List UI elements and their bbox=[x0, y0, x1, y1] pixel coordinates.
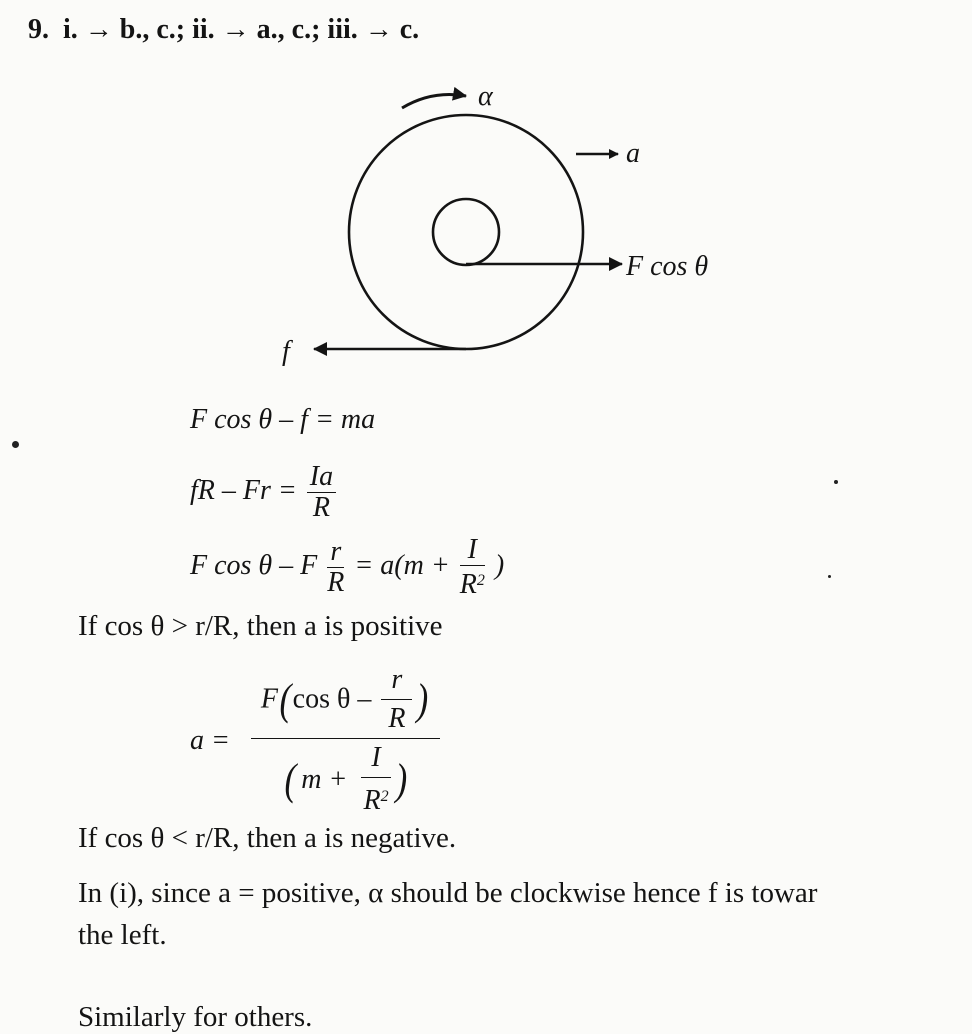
formula-exponent: 2 bbox=[380, 788, 389, 805]
friction-label: f bbox=[282, 336, 290, 367]
outer-wheel bbox=[349, 115, 583, 349]
paren-open: ( bbox=[284, 754, 296, 804]
closing-remark: Similarly for others. bbox=[78, 1001, 313, 1033]
formula-I: I bbox=[361, 743, 390, 778]
formula-lhs: a = bbox=[190, 724, 230, 756]
eq3-exponent: 2 bbox=[476, 572, 485, 589]
eq3-end: ) bbox=[494, 549, 505, 581]
eq3-denominator: R bbox=[327, 567, 345, 598]
eq3-fraction-2 bbox=[460, 535, 485, 600]
a-label: a bbox=[626, 138, 640, 169]
equation-force: F cos θ – f = ma bbox=[190, 404, 376, 435]
paren-close: ) bbox=[416, 674, 429, 724]
eq3-numerator-2: I bbox=[460, 535, 485, 566]
alpha-label: α bbox=[478, 81, 493, 112]
eq3-numerator: r bbox=[327, 537, 344, 568]
eq3-mid: = a(m + bbox=[354, 549, 450, 581]
inner-axle bbox=[433, 199, 499, 265]
equation-torque bbox=[190, 462, 339, 523]
eq3-fraction-1 bbox=[327, 537, 344, 598]
rolling-spool-diagram bbox=[270, 70, 750, 380]
explanation-line-2: the left. bbox=[78, 919, 167, 951]
eq2-left: fR – Fr = bbox=[190, 474, 297, 506]
eq2-denominator: R bbox=[312, 492, 330, 523]
solution-heading bbox=[28, 14, 419, 46]
eq2-fraction bbox=[307, 462, 336, 523]
formula-numerator bbox=[251, 665, 440, 739]
acceleration-formula bbox=[190, 665, 440, 816]
alpha-arrow bbox=[402, 95, 466, 109]
condition-negative: If cos θ < r/R, then a is negative. bbox=[78, 822, 457, 854]
explanation-line-1: In (i), since a = positive, α should be clockwise hence f is towar bbox=[78, 877, 818, 909]
formula-m: m + bbox=[301, 763, 348, 795]
eq3-denominator-2: $R^2$ bbox=[459, 569, 485, 600]
scan-speck bbox=[12, 441, 19, 448]
formula-cos: cos θ – bbox=[292, 683, 372, 715]
formula-R2: $R^2$ bbox=[363, 785, 389, 816]
paren-open: ( bbox=[279, 674, 292, 724]
formula-I-over-R2 bbox=[361, 743, 390, 816]
formula-denominator bbox=[251, 739, 440, 816]
scan-speck bbox=[828, 575, 831, 578]
formula-fraction bbox=[251, 665, 440, 816]
paren-close: ) bbox=[395, 754, 407, 804]
answer-key: i. → b., c.; ii. → a., c.; iii. → c. bbox=[63, 14, 420, 45]
eq2-numerator: Ia bbox=[307, 462, 336, 493]
formula-R: R bbox=[388, 703, 406, 734]
scan-speck bbox=[834, 480, 838, 484]
force-label: F cos θ bbox=[626, 251, 709, 282]
question-number: 9. bbox=[28, 14, 49, 45]
condition-positive: If cos θ > r/R, then a is positive bbox=[78, 610, 443, 642]
formula-F: F bbox=[260, 683, 279, 715]
eq3-left: F cos θ – F bbox=[190, 549, 318, 581]
equation-combined bbox=[190, 535, 504, 600]
formula-r-over-R bbox=[381, 665, 412, 734]
formula-r: r bbox=[381, 665, 412, 700]
